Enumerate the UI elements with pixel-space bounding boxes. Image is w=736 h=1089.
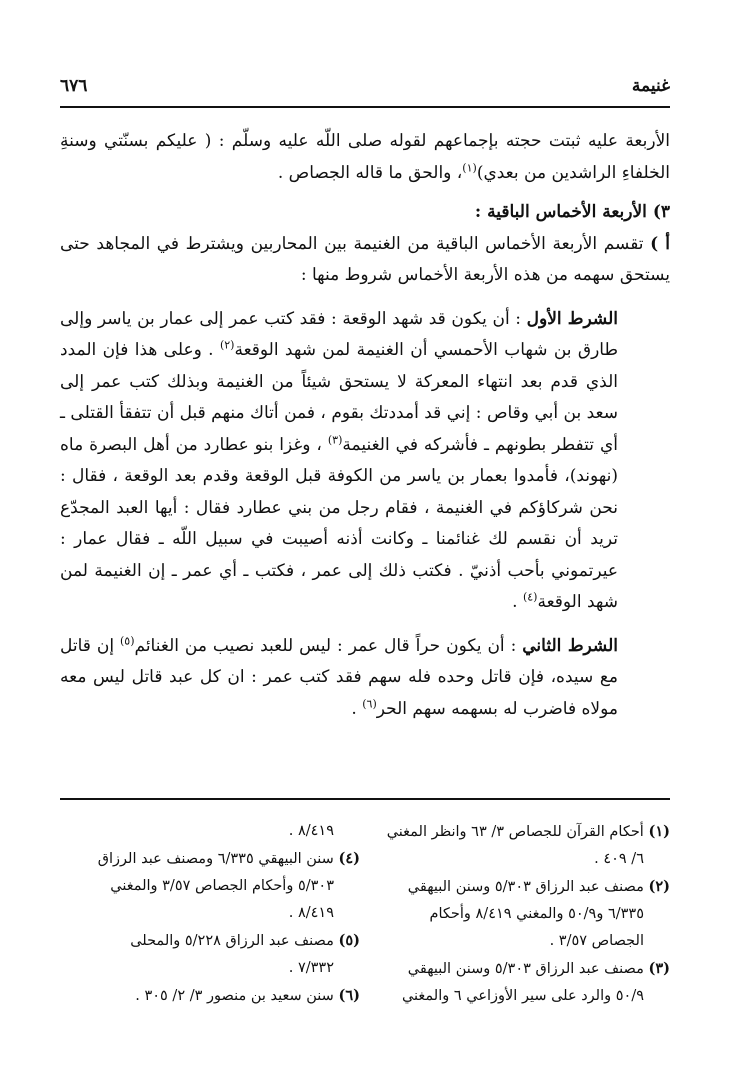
footnote-line <box>370 928 670 955</box>
footnote-ref-5: (٥) <box>120 633 135 647</box>
footnote-text: مصنف عبد الرزاق ٥/٣٠٣ وسنن البيهقي <box>407 879 644 895</box>
footnote-line <box>370 873 670 901</box>
paragraph-a: أ ) تقسم الأربعة الأخماس الباقية من الغنيمة بين المحاربين ويشترط في المجاهد حتى يستحق سهمه من هذه الأربعة الأخماس شروط منها : <box>60 233 670 285</box>
footnote-line <box>370 983 670 1010</box>
footnote-line <box>60 873 360 900</box>
footnote-line <box>370 846 670 873</box>
footnote-line <box>370 955 670 983</box>
footnote-text: ٥٠/٩ والرد على سير الأوزاعي ٦ والمغني <box>401 988 644 1004</box>
footnote-text: أحكام القرآن للجصاص ٣/ ٦٣ وانظر المغني <box>386 824 644 840</box>
header-rule <box>60 106 670 108</box>
footnote-line <box>60 982 360 1010</box>
condition-2-label: الشرط الثاني <box>522 635 618 656</box>
footnote-text: ٧/٣٣٢ . <box>288 960 334 976</box>
footnote-text: ٨/٤١٩ . <box>288 823 334 839</box>
section-heading: ٣) الأربعة الأخماس الباقية : <box>474 202 670 222</box>
footnote-line <box>60 955 360 982</box>
footnote-number: (٤) <box>338 850 360 867</box>
footnote-ref-1: (١) <box>462 160 477 174</box>
footnotes-left-column <box>60 818 360 1010</box>
footnote-line <box>60 927 360 955</box>
footnote-line <box>60 818 360 845</box>
main-text <box>60 126 670 725</box>
footnote-number: (٥) <box>338 932 360 949</box>
footnote-text: سنن البيهقي ٦/٣٣٥ ومصنف عبد الرزاق <box>97 851 334 867</box>
footnote-line <box>370 818 670 846</box>
footnote-number: (١) <box>648 823 670 840</box>
footnote-text: ٦/٣٣٥ و٥٠/٩ والمغني ٨/٤١٩ وأحكام <box>429 906 644 922</box>
footnote-line <box>60 900 360 927</box>
footnote-number: (٢) <box>648 878 670 895</box>
footnote-ref-4: (٤) <box>522 590 538 604</box>
condition-1: الشرط الأول : أن يكون قد شهد الوقعة : فقد كتب عمر إلى عمار بن ياسر وإلى طارق بن شهاب الأحمسي أن الغنيمة لمن شهد الوقعة$^{(٢)}$ . وعلى هذا فإن المدد الذي قدم بعد انتهاء المعركة لا يستحق شيئاً من الغنيمة وبذلك كتب عمر إلى سعد بن أبي وقاص : إني قد أمددتك بقوم ، فمن أتاك منهم قبل أن تتفقأ القتلى ـ أي تتفطر بطونهم ـ فأشركه في الغنيمة$^{(٣)}$ ، وغزا بنو عطارد من أهل البصرة ماه (نهوند)، فأمدوا بعمار بن ياسر من الكوفة قبل الوقعة وقدم بعد الوقعة ، فقال : نحن شركاؤكم في الغنيمة ، فقام رجل من بني عطارد فقال : أيها العبد المجدّع تريد أن نقسم لك غنائمنا ـ وكانت أذنه أصيبت في سبيل اللّه ـ فقال عمار : عيرتموني بأحب أذنيّ . فكتب ذلك إلى عمر ، فكتب ـ أي عمر ـ إن الغنيمة لمن شهد الوقعة$^{(٤)}$ . <box>60 308 618 612</box>
footnote-text: ٦/ ٤٠٩ . <box>594 851 644 867</box>
paragraph-1: الأربعة عليه ثبتت حجته بإجماعهم لقوله صلى اللّه عليه وسلّم : ( عليكم بسنّتي وسنةِ الخلفاءِ الراشدين من بعدي)$^{(١)}$، والحق ما قاله الجصاص . <box>60 131 670 183</box>
footnote-number: (٣) <box>648 960 670 977</box>
footnote-number: (٦) <box>338 987 360 1004</box>
running-title: غنيمة <box>631 76 670 96</box>
page-header <box>60 76 670 100</box>
footnotes-right-column <box>370 818 670 1010</box>
footnote-line <box>60 845 360 873</box>
footnote-rule <box>60 798 670 800</box>
footnote-text: الجصاص ٣/٥٧ . <box>549 933 644 949</box>
footnote-ref-3: (٣) <box>327 432 343 446</box>
condition-1-label: الشرط الأول <box>526 308 618 329</box>
footnote-ref-2: (٢) <box>219 338 235 352</box>
footnote-line <box>370 901 670 928</box>
condition-2: الشرط الثاني : أن يكون حراً قال عمر : ليس للعبد نصيب من الغنائم$^{(٥)}$ إن قاتل مع سيده، فإن قاتل وحده فله سهم فقد كتب عمر : ان كل عبد قاتل ليس معه مولاه فاضرب له بسهمه سهم الحر$^{(٦)}$ . <box>60 633 618 719</box>
footnote-text: سنن سعيد بن منصور ٣/ ٢/ ٣٠٥ . <box>135 988 334 1004</box>
footnote-text: مصنف عبد الرزاق ٥/٣٠٣ وسنن البيهقي <box>407 961 644 977</box>
footnote-text: مصنف عبد الرزاق ٥/٢٢٨ والمحلى <box>130 933 334 949</box>
footnote-text: ٥/٣٠٣ وأحكام الجصاص ٣/٥٧ والمغني <box>110 878 334 894</box>
page-number: ٦٧٦ <box>60 76 88 96</box>
footnote-text: ٨/٤١٩ . <box>288 905 334 921</box>
footnote-ref-6: (٦) <box>362 696 377 710</box>
